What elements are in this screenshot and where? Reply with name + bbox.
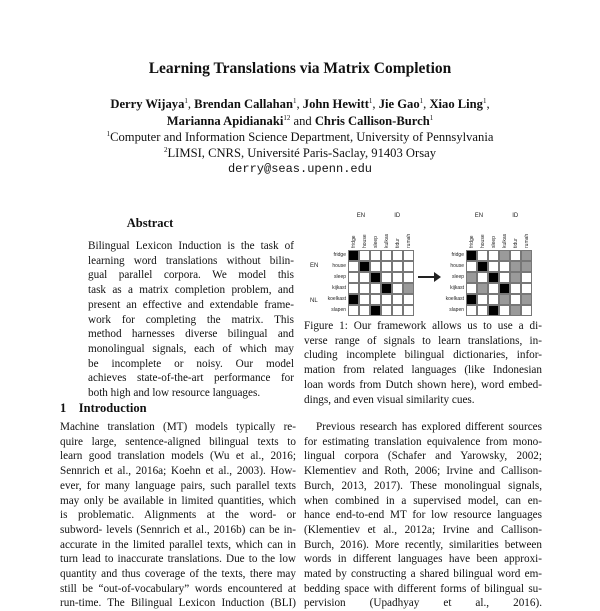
completed-matrix-cell-filled	[500, 295, 509, 304]
text-line: present an effective and extendable frame-	[88, 298, 294, 311]
text-line: lingual corpora (Schafer and Yarowsky, 2002;	[304, 450, 542, 463]
text-line: words in different languages have been approxi-	[304, 553, 542, 566]
completed-matrix-cell	[499, 305, 510, 316]
authors-line-2: Marianna Apidianaki$^{12}$ and Chris Callison-Burch$^1$	[166, 113, 434, 128]
text-line: mated by constructing a shared bilingual word em-	[304, 568, 542, 581]
input-matrix-cell	[381, 294, 392, 305]
completed-matrix-cell	[488, 283, 499, 294]
completed-matrix-cell	[477, 250, 488, 261]
author-name: Chris Callison-Burch	[314, 114, 430, 128]
figure-caption	[304, 319, 542, 407]
input-matrix-cell	[392, 250, 403, 261]
intro-body	[60, 420, 296, 611]
completed-matrix-cell-filled	[522, 295, 531, 304]
completed-matrix-cell	[521, 283, 532, 294]
abstract-body	[88, 239, 294, 401]
input-matrix-cell-filled	[360, 262, 369, 271]
input-matrix-cell	[392, 272, 403, 283]
completed-matrix-cell-filled	[489, 273, 498, 282]
input-matrix-cell	[348, 272, 359, 283]
text-line: for estimating translation equivalence from mono-	[304, 435, 542, 448]
completed-matrix-cell-filled	[500, 251, 509, 260]
input-matrix-cell	[403, 261, 414, 272]
text-line: task as a matrix completion problem, and	[88, 284, 294, 297]
author-email[interactable]: derry@seas.upenn.edu	[227, 162, 373, 176]
affiliation-1: $^1$Computer and Information Science Department, University of Pennsylvania	[106, 129, 494, 144]
text-line: Machine translation (MT) models typically re-	[60, 421, 296, 433]
authors-line-1: Derry Wijaya$^1$, Brendan Callahan$^1$, John Hewitt$^1$, Jie Gao$^1$, Xiao Ling$^1$,	[110, 96, 490, 111]
input-matrix-cell	[359, 294, 370, 305]
column-label: kulkas	[502, 233, 508, 248]
row-group-label-nl: NL	[310, 298, 318, 305]
col-group-label-en: EN	[474, 213, 484, 219]
column-label: rumah	[524, 233, 530, 248]
input-matrix-cell-filled	[349, 295, 358, 304]
col-group-label-id: ID	[512, 213, 519, 219]
author-name: Derry Wijaya	[110, 97, 185, 111]
input-matrix-cell	[381, 305, 392, 316]
text-line: Bilingual Lexicon Induction is the task of	[88, 240, 294, 252]
text-line: run-time. The Bilingual Lexicon Induction (BLI)	[60, 597, 296, 610]
completed-matrix-cell-filled	[478, 284, 487, 293]
row-label: kijkast	[450, 285, 464, 291]
text-line: dings, and even visual similarity cues.	[304, 393, 475, 406]
text-line: still be “out-of-vocabulary” words encountered at	[60, 582, 296, 595]
text-line: method harnesses diverse bilingual and	[88, 328, 294, 341]
completed-matrix-cell	[488, 261, 499, 272]
affiliation-2: $^2$LIMSI, CNRS, Université Paris-Saclay, 91403 Orsay	[163, 145, 437, 160]
row-group-label-en: EN	[310, 263, 319, 270]
text-line: mation from related languages (like Indonesian	[304, 364, 542, 377]
completed-matrix-cell	[466, 305, 477, 316]
column-label: house	[480, 234, 486, 248]
text-line: achieves state-of-the-art performance for	[88, 372, 294, 385]
input-matrix-cell	[403, 305, 414, 316]
completed-matrix-cell-filled	[522, 262, 531, 271]
text-line: Figure 1: Our framework allows us to use a di-	[304, 320, 542, 332]
text-line: work for completing the matrix. This	[88, 313, 294, 326]
text-line: quantity and thus coverage of the texts, there may	[60, 568, 296, 581]
text-line: Sennrich et al., 2016a; Koehn et al., 2003). How-	[60, 465, 296, 478]
column-label: house	[362, 234, 368, 248]
row-label: fridge	[333, 252, 346, 258]
text-line: be incomplete or noisy. Our model	[88, 357, 294, 370]
input-matrix-cell	[359, 283, 370, 294]
abstract-heading: Abstract	[126, 216, 174, 230]
column-label: rumah	[406, 233, 412, 248]
column-label: fridge	[469, 235, 475, 248]
completed-matrix-cell	[488, 294, 499, 305]
input-matrix-cell	[403, 250, 414, 261]
input-matrix-cell-filled	[382, 284, 391, 293]
completed-matrix-cell-filled	[511, 273, 520, 282]
row-label: house	[450, 263, 464, 269]
column-label: sleep	[373, 236, 379, 248]
completed-matrix-cell-filled	[489, 306, 498, 315]
text-line: gual parallel corpora. We model this	[88, 269, 294, 282]
author-name: Marianna Apidianaki	[166, 114, 284, 128]
completed-matrix-cell-filled	[467, 295, 476, 304]
author-name: Brendan Callahan	[194, 97, 293, 111]
completed-matrix-cell	[477, 272, 488, 283]
text-line: ever, for many language pairs, such parallel texts	[60, 479, 296, 492]
text-line: learn good translation models (Wu et al., 2016;	[60, 450, 296, 463]
completed-matrix-cell-filled	[500, 284, 509, 293]
row-label: slapen	[331, 307, 346, 313]
row-label: fridge	[451, 252, 464, 258]
input-matrix-cell	[370, 283, 381, 294]
row-label: slapen	[449, 307, 464, 313]
col-group-label-en: EN	[356, 213, 366, 219]
input-matrix-cell	[370, 294, 381, 305]
input-matrix-cell	[392, 305, 403, 316]
input-matrix-cell	[392, 261, 403, 272]
figure-1	[306, 212, 542, 312]
text-line: verse range of signals to learn translations, in-	[304, 334, 542, 347]
text-line: (Klementiev et al., 2012a; Irvine and Callison-	[304, 523, 542, 536]
completed-matrix-cell	[510, 250, 521, 261]
text-line: Burch, 2013, 2017). These monolingual signals,	[304, 479, 542, 492]
input-matrix-cell	[392, 294, 403, 305]
input-matrix-cell	[348, 305, 359, 316]
right-column-body	[304, 420, 542, 611]
text-line: is problematic. Alignments at the word- or	[60, 509, 296, 522]
text-line: Previous research has explored different sources	[316, 421, 542, 433]
completed-matrix-cell-filled	[467, 251, 476, 260]
input-matrix-cell	[381, 272, 392, 283]
input-matrix-cell	[359, 250, 370, 261]
input-matrix-cell	[370, 261, 381, 272]
completed-matrix-cell	[521, 305, 532, 316]
text-line: cluding incomplete bilingual dictionaries, infor-	[304, 349, 542, 362]
input-matrix-cell	[359, 272, 370, 283]
intro-heading: 1 Introduction	[60, 401, 147, 415]
input-matrix-cell	[381, 250, 392, 261]
arrow-head-icon	[434, 272, 441, 282]
column-label: fridge	[351, 235, 357, 248]
text-line: pervision (Upadhyay et al., 2016).	[304, 597, 542, 610]
text-line: bedding space with different forms of bilingual su-	[304, 582, 542, 595]
text-line: subword- levels (Sennrich et al., 2016b) can be in-	[60, 523, 296, 536]
row-label: sleep	[452, 274, 464, 280]
author-name: John Hewitt	[302, 97, 369, 111]
completed-matrix-cell	[510, 283, 521, 294]
completed-matrix-cell-filled	[478, 262, 487, 271]
row-label: koelkast	[445, 296, 464, 302]
completed-matrix-cell	[466, 261, 477, 272]
row-label: koelkast	[327, 296, 346, 302]
input-matrix-cell-filled	[371, 273, 380, 282]
text-line: monolingual signals, each of which may	[88, 342, 294, 355]
input-matrix-cell-filled	[349, 251, 358, 260]
completed-matrix-cell	[477, 305, 488, 316]
completed-matrix-cell	[466, 283, 477, 294]
input-matrix-cell	[403, 272, 414, 283]
column-label: sleep	[491, 236, 497, 248]
completed-matrix-cell-filled	[511, 306, 520, 315]
completed-matrix-cell	[499, 261, 510, 272]
input-matrix-cell	[348, 283, 359, 294]
text-line: turn lead to inaccurate translations. Due to the low	[60, 553, 296, 566]
text-line: loan words from Dutch shown here), word embed-	[304, 378, 542, 391]
column-label: tidur	[513, 238, 519, 248]
input-matrix-cell-filled	[404, 284, 413, 293]
paper-title: Learning Translations via Matrix Completion	[148, 60, 452, 77]
completed-matrix-cell	[488, 250, 499, 261]
text-line: Klementiev and Roth, 2006; Irvine and Callison-	[304, 465, 542, 478]
input-matrix-cell-filled	[371, 306, 380, 315]
col-group-label-id: ID	[394, 213, 401, 219]
completed-matrix-cell	[521, 272, 532, 283]
text-line: both high and low resource languages.	[88, 387, 261, 400]
text-line: hance end-to-end MT for low resource languages	[304, 509, 542, 522]
text-line: accurate in the limited parallel texts, which can in	[60, 538, 296, 551]
input-matrix-cell	[359, 305, 370, 316]
input-matrix-cell	[381, 261, 392, 272]
completed-matrix-cell	[499, 272, 510, 283]
completed-matrix-cell	[510, 294, 521, 305]
row-label: house	[332, 263, 346, 269]
text-line: Burch, 2016). More recently, similarities between	[304, 538, 542, 551]
row-label: kijkast	[332, 285, 346, 291]
text-line: when combined in a supervised model, can en-	[304, 494, 542, 507]
input-matrix-cell	[370, 250, 381, 261]
completed-matrix-cell	[477, 294, 488, 305]
input-matrix-cell	[392, 283, 403, 294]
completed-matrix-cell-filled	[467, 273, 476, 282]
column-label: kulkas	[384, 233, 390, 248]
completed-matrix-cell-filled	[511, 262, 520, 271]
author-name: Jie Gao	[378, 97, 420, 111]
column-label: tidur	[395, 238, 401, 248]
text-line: may only be available in limited quantities, which	[60, 494, 296, 507]
author-name: Xiao Ling	[429, 97, 483, 111]
input-matrix-cell	[348, 261, 359, 272]
text-line: quire large, sentence-aligned bilingual texts to	[60, 435, 296, 448]
row-label: sleep	[334, 274, 346, 280]
completed-matrix-cell-filled	[522, 251, 531, 260]
text-line: learning word translations without bilin-	[88, 254, 294, 267]
input-matrix-cell	[403, 294, 414, 305]
